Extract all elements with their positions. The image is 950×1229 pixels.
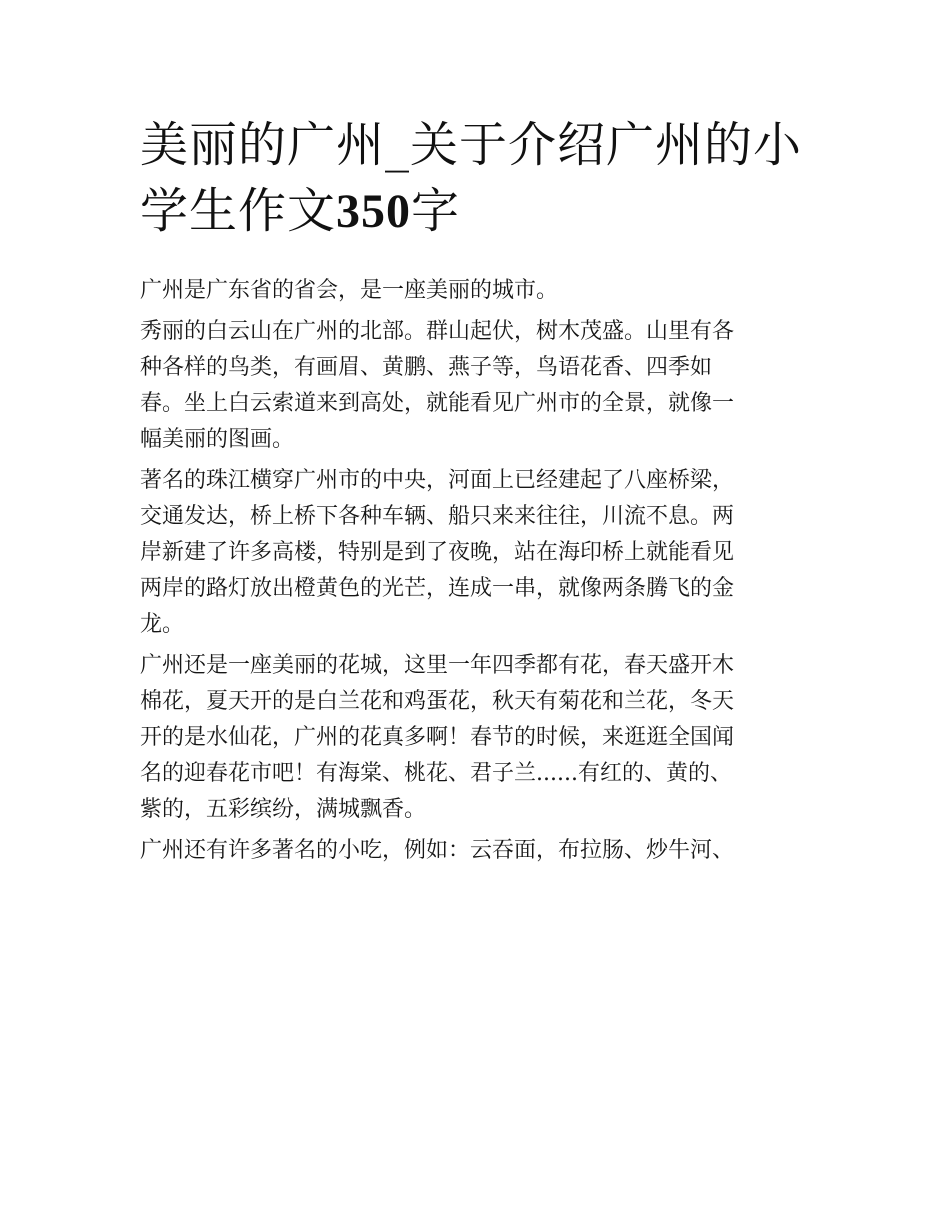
- paragraph: [140, 833, 820, 869]
- title-number: 350: [336, 185, 412, 238]
- text-line: 交通发达，桥上桥下各种车辆、船只来来往往，川流不息。两: [140, 504, 735, 529]
- title-line-text: 学生作文: [140, 183, 337, 239]
- text-line: 幅美丽的图画。: [140, 427, 295, 452]
- paragraph: [140, 314, 820, 458]
- text-line: 广州是广东省的省会，是一座美丽的城市。: [140, 278, 559, 303]
- text-line: 秀丽的白云山在广州的北部。群山起伏，树木茂盛。山里有各: [140, 319, 735, 344]
- title-line: 美丽的广州_关于介绍广州的小: [140, 117, 803, 173]
- text-line: 名的迎春花市吧！有海棠、桃花、君子兰......有红的、黄的、: [140, 761, 732, 786]
- text-line: 广州还是一座美丽的花城，这里一年四季都有花，春天盛开木: [140, 653, 735, 678]
- text-line: 两岸的路灯放出橙黄色的光芒，连成一串，就像两条腾飞的金: [140, 576, 735, 601]
- title-line: [140, 178, 820, 245]
- text-line: 著名的珠江横穿广州市的中央，河面上已经建起了八座桥梁，: [140, 468, 735, 493]
- text-line: 龙。: [140, 612, 185, 637]
- paragraph: [140, 648, 820, 828]
- text-line: 春。坐上白云索道来到高处，就能看见广州市的全景，就像一: [140, 391, 735, 416]
- paragraph: [140, 463, 820, 643]
- document-title: [140, 112, 820, 245]
- text-line: 紫的，五彩缤纷，满城飘香。: [140, 797, 427, 822]
- document-body: [140, 273, 820, 869]
- title-suffix: 字: [411, 183, 461, 239]
- document-page: [140, 112, 820, 874]
- paragraph: [140, 273, 820, 309]
- text-line: 开的是水仙花，广州的花真多啊！春节的时候，来逛逛全国闻: [140, 725, 735, 750]
- text-line: 岸新建了许多高楼，特别是到了夜晚，站在海印桥上就能看见: [140, 540, 735, 565]
- text-line: 棉花，夏天开的是白兰花和鸡蛋花，秋天有菊花和兰花，冬天: [140, 689, 735, 714]
- text-line: 广州还有许多著名的小吃，例如：云吞面，布拉肠、炒牛河、: [140, 838, 735, 863]
- text-line: 种各样的鸟类，有画眉、黄鹏、燕子等，鸟语花香、四季如: [140, 355, 713, 380]
